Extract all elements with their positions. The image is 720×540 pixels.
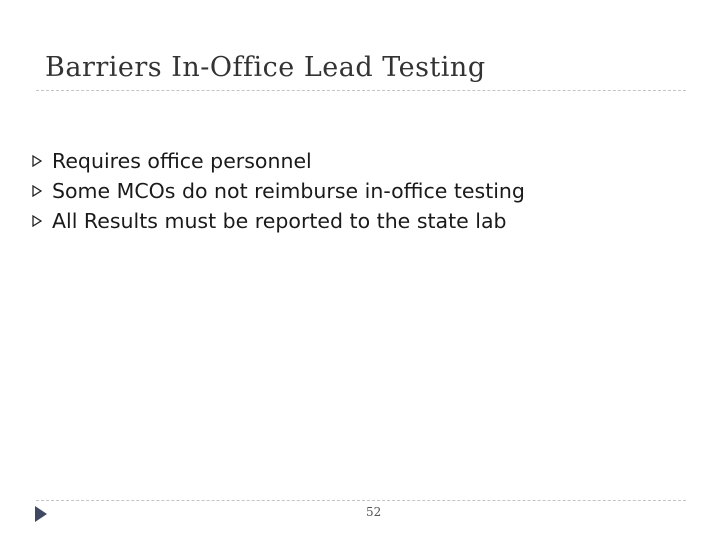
slide-title: Barriers In-Office Lead Testing [45, 52, 486, 83]
bullet-item [32, 176, 525, 206]
bullet-text: Requires office personnel [52, 149, 312, 173]
bullet-text: Some MCOs do not reimburse in-office testing [52, 179, 525, 203]
footer-divider [36, 500, 686, 501]
bullet-item [32, 146, 525, 176]
triangle-bullet-icon [32, 183, 52, 199]
title-divider [36, 90, 686, 91]
footer-arrow-icon [34, 505, 48, 523]
triangle-bullet-icon [32, 213, 52, 229]
page-number: 52 [366, 505, 382, 519]
bullet-text: All Results must be reported to the state lab [52, 209, 507, 233]
bullet-item [32, 206, 525, 236]
bullet-list [32, 146, 525, 236]
triangle-bullet-icon [32, 153, 52, 169]
